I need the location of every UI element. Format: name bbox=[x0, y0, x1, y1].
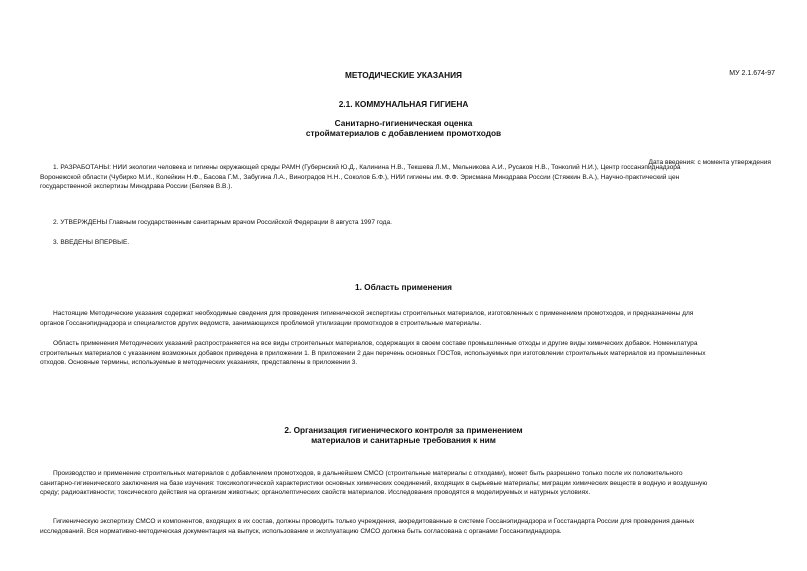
paragraph-production bbox=[40, 469, 768, 498]
section-1-title: 1. Область применения bbox=[354, 282, 453, 292]
document-title-line1: Санитарно-гигиеническая оценка bbox=[334, 118, 473, 128]
paragraph-scope-1 bbox=[40, 309, 768, 328]
paragraph-line: среду; радиоактивности; токсического действия на организм животных; органолептических свойств материалов. Исследования проводятся в моделируемых и натурных условиях. bbox=[40, 489, 591, 497]
introduction-date: Дата введения: с момента утверждения bbox=[648, 159, 771, 166]
paragraph-line: Производство и применение строительных материалов с добавлением промотходов, в дальнейшем СМСО (строительные материалы с отходами), может быть разрешено только после их положительного bbox=[53, 470, 683, 477]
paragraph-line: отходов. Основные термины, используемые в методических указаниях, представлены в приложении 3. bbox=[40, 359, 358, 367]
paragraph-approved: 2. УТВЕРЖДЕНЫ Главным государственным санитарным врачом Российской Федерации 8 августа 1997 года. bbox=[53, 219, 392, 226]
paragraph-developers bbox=[40, 163, 768, 203]
paragraph-line: строительных материалов с указанием возможных добавок приведена в приложении 1. В приложении 2 дан перечень основных ГОСТов, используемых при изготовлении строительных материалов из промышленных bbox=[40, 349, 706, 357]
paragraph-line: 1. РАЗРАБОТАНЫ: НИИ экологии человека и гигиены окружающей среды РАМН (Губернский Ю.Д., Калинина Н.В., Текшева Л.М., Мельникова А.И., Русаков Н.В., Тонколий Н.И.), Центр госсанэпиднадзора bbox=[53, 164, 681, 171]
document-title bbox=[0, 118, 807, 138]
paragraph-line: Гигиеническую экспертизу СМСО и компонентов, входящих в их состав, должны проводить только учреждения, аккредитованные в системе Госсанэпиднадзора и Госстандарта России для проведения данных bbox=[53, 518, 695, 525]
section-2-title bbox=[0, 425, 807, 445]
document-title-line2: стройматериалов с добавлением промотходов bbox=[305, 128, 502, 138]
section-2-title-line2: материалов и санитарные требования к ним bbox=[311, 435, 496, 445]
document-code: МУ 2.1.674-97 bbox=[729, 70, 775, 77]
paragraph-line: санитарно-гигиенического заключения на базе изучения: токсикологической характеристики основных химических соединений, входящих в сырьевые материалы; миграции химических веществ в водную и воздушную bbox=[40, 479, 708, 487]
paragraph-line: Воронежской области (Чубирко М.И., Колейкин Н.Ф., Басова Г.М., Забугина Л.А., Виноградов Н.Н., Соколов Б.Ф.), НИИ гигиены им. Ф.Ф. Эрисмана Минздрава России (Стяжкин В.А.), Научно-практический цен bbox=[40, 173, 680, 181]
paragraph-line: Настоящие Методические указания содержат необходимые сведения для проведения гигиенической экспертизы строительных материалов, изготовленных с применением промотходов, и предназначены для bbox=[53, 310, 694, 317]
main-title: МЕТОДИЧЕСКИЕ УКАЗАНИЯ bbox=[344, 70, 463, 80]
paragraph-line: государственной экспертизы Минздрава России (Беляев В.В.). bbox=[40, 183, 233, 191]
paragraph-expertise bbox=[40, 517, 768, 536]
section-2-title-line1: 2. Организация гигиенического контроля за применением bbox=[284, 425, 523, 435]
paragraph-line: органов Госсанэпиднадзора и специалистов других ведомств, занимающихся проблемой утилизации промотходов в строительные материалы. bbox=[40, 319, 482, 327]
subtitle: 2.1. КОММУНАЛЬНАЯ ГИГИЕНА bbox=[338, 99, 469, 109]
paragraph-introduced: 3. ВВЕДЕНЫ ВПЕРВЫЕ. bbox=[53, 239, 130, 246]
paragraph-line: исследований. Вся нормативно-методическая документация на выпуск, использование и эксплуатацию СМСО должна быть согласована с органами Госсанэпиднадзора. bbox=[40, 527, 562, 535]
paragraph-line: Область применения Методических указаний распространяется на все виды строительных материалов, содержащих в своем составе промышленные отходы и другие виды химических добавок. Номенклатура bbox=[53, 340, 698, 347]
paragraph-scope-2 bbox=[40, 339, 768, 368]
